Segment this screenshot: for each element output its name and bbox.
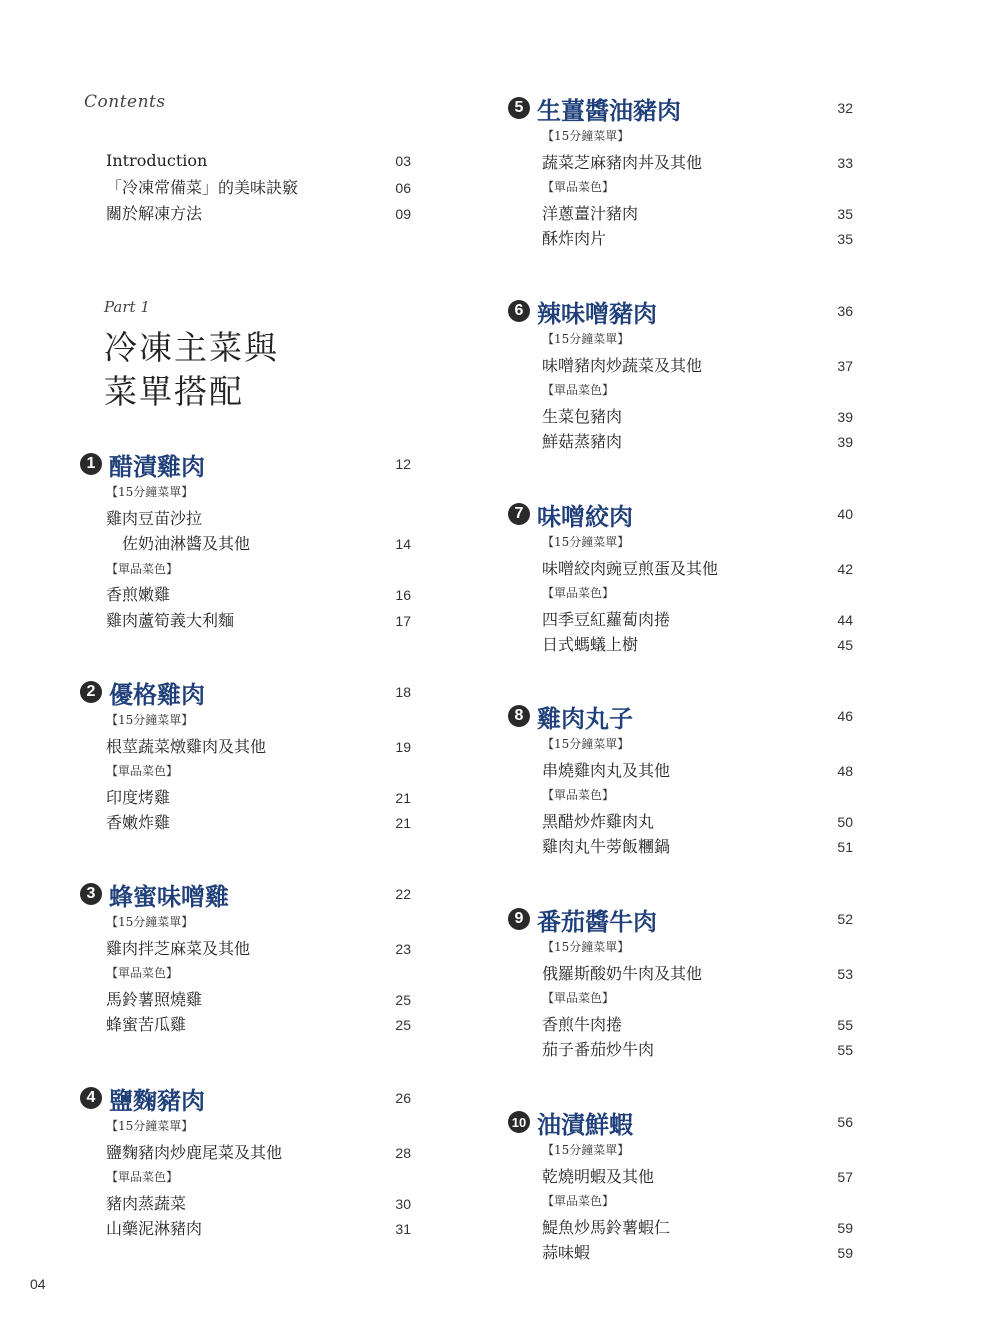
- single-dish-page: 39: [837, 434, 853, 450]
- single-dish-label-text: 酥炸肉片: [542, 229, 607, 248]
- section-page: 36: [837, 303, 853, 319]
- menu-item-page: 23: [395, 940, 411, 957]
- single-dish-label: 【單品菜色】: [106, 561, 179, 576]
- single-dish-label-text: 蜂蜜苦瓜雞: [106, 1015, 187, 1034]
- single-dish-label-text: 印度烤雞: [106, 787, 171, 807]
- section-page: 12: [395, 456, 411, 472]
- single-dish-page: 35: [837, 231, 853, 247]
- section-page: 18: [395, 684, 411, 700]
- toc-entry-page: 03: [395, 153, 411, 169]
- single-dish-item[interactable]: [106, 810, 411, 836]
- section-title: 番茄醬牛肉: [537, 907, 657, 936]
- section-number-badge: 7: [508, 503, 530, 525]
- single-dish-page: 55: [837, 1042, 853, 1058]
- single-dish-label-text: 蒜味蝦: [542, 1243, 591, 1262]
- section-title: 優格雞肉: [109, 680, 205, 709]
- single-dish-item[interactable]: [542, 404, 853, 430]
- single-dish-page: 17: [395, 612, 411, 629]
- menu-item[interactable]: [106, 506, 411, 532]
- single-dish-label: 【單品菜色】: [542, 1194, 615, 1208]
- part-label: Part 1: [104, 298, 150, 316]
- single-dish-item[interactable]: [106, 785, 411, 811]
- menu-item-label: 根莖蔬菜燉雞肉及其他: [106, 736, 267, 756]
- single-dish-label-text: 山藥泥淋豬肉: [106, 1219, 203, 1238]
- single-dish-item[interactable]: [542, 1037, 853, 1063]
- single-dish-item[interactable]: [106, 582, 411, 608]
- single-dish-page: 31: [395, 1221, 411, 1237]
- section-heading[interactable]: [508, 1106, 853, 1138]
- section-heading[interactable]: [80, 1082, 411, 1114]
- toc-entry-page: 06: [395, 179, 411, 196]
- single-dish-item[interactable]: [106, 987, 411, 1013]
- section-number-badge: 4: [80, 1087, 102, 1109]
- section-title: 醋漬雞肉: [109, 452, 205, 481]
- recipe-section: [80, 676, 411, 836]
- single-dish-label-text: 雞肉丸牛蒡飯糰鍋: [542, 837, 671, 856]
- menu-item-page: 37: [837, 357, 853, 374]
- menu-label: 【15分鐘菜單】: [542, 940, 630, 954]
- single-dish-label: 【單品菜色】: [106, 764, 179, 778]
- single-dish-label: 【單品菜色】: [106, 1170, 179, 1184]
- single-dish-item[interactable]: [106, 1191, 411, 1217]
- menu-item-label: 串燒雞肉丸及其他: [542, 760, 671, 780]
- section-title: 雞肉丸子: [537, 704, 633, 733]
- menu-item-page: 28: [395, 1144, 411, 1161]
- menu-item-page: 14: [395, 536, 411, 552]
- section-number-badge: 3: [80, 883, 102, 905]
- single-dish-label-text: 日式螞蟻上樹: [542, 635, 639, 654]
- menu-item[interactable]: [542, 1164, 853, 1190]
- menu-item-label: 雞肉豆苗沙拉: [106, 508, 203, 528]
- menu-label: 【15分鐘菜單】: [542, 129, 630, 143]
- single-dish-item[interactable]: [542, 429, 853, 455]
- single-dish-label-text: 馬鈴薯照燒雞: [106, 989, 203, 1009]
- single-dish-page: 35: [837, 205, 853, 222]
- section-page: 56: [837, 1114, 853, 1130]
- single-dish-item[interactable]: [542, 1215, 853, 1241]
- single-dish-page: 55: [837, 1016, 853, 1033]
- part-title: [104, 326, 279, 414]
- single-dish-label-text: 香嫩炸雞: [106, 813, 171, 832]
- menu-label: 【15分鐘菜單】: [542, 737, 630, 751]
- single-dish-item[interactable]: [542, 607, 853, 633]
- menu-item-label: 鹽麴豬肉炒鹿尾菜及其他: [106, 1142, 283, 1162]
- menu-item-label: 蔬菜芝麻豬肉丼及其他: [542, 152, 703, 172]
- single-dish-item[interactable]: [542, 201, 853, 227]
- section-heading[interactable]: [508, 92, 853, 124]
- single-dish-item[interactable]: [542, 834, 853, 860]
- single-dish-item[interactable]: [542, 809, 853, 835]
- single-dish-label-text: 茄子番茄炒牛肉: [542, 1040, 655, 1059]
- recipe-section: [80, 878, 411, 1038]
- menu-item[interactable]: [106, 734, 411, 760]
- single-dish-label-text: 豬肉蒸蔬菜: [106, 1193, 187, 1213]
- menu-label: 【15分鐘菜單】: [542, 1143, 630, 1157]
- single-dish-label-text: 洋蔥薑汁豬肉: [542, 203, 639, 223]
- section-title: 辣味噌豬肉: [537, 299, 657, 328]
- recipe-section: [508, 92, 853, 252]
- single-dish-item[interactable]: [542, 226, 853, 252]
- single-dish-item[interactable]: [542, 632, 853, 658]
- section-title: 蜂蜜味噌雞: [109, 882, 229, 911]
- menu-item[interactable]: [542, 758, 853, 784]
- section-title: 油漬鮮蝦: [537, 1110, 633, 1139]
- contents-label: Contents: [84, 92, 166, 112]
- toc-entry-label: 關於解凍方法: [106, 204, 203, 223]
- section-heading[interactable]: [80, 448, 411, 480]
- recipe-section: [508, 1106, 853, 1266]
- recipe-section: [508, 498, 853, 658]
- toc-entry[interactable]: [106, 148, 411, 175]
- single-dish-page: 59: [837, 1245, 853, 1261]
- section-number-badge: 1: [80, 453, 102, 475]
- section-number-badge: 2: [80, 681, 102, 703]
- single-dish-label-text: 四季豆紅蘿蔔肉捲: [542, 609, 671, 629]
- toc-entry-label: Introduction: [106, 151, 208, 170]
- single-dish-item[interactable]: [106, 1216, 411, 1242]
- single-dish-label: 【單品菜色】: [106, 966, 179, 980]
- menu-item-page: 42: [837, 560, 853, 577]
- recipe-section: [80, 1082, 411, 1242]
- single-dish-item[interactable]: [106, 1012, 411, 1038]
- section-page: 52: [837, 911, 853, 927]
- single-dish-page: 25: [395, 991, 411, 1008]
- section-heading[interactable]: [80, 676, 411, 708]
- part-title-line: 冷凍主菜與: [104, 328, 279, 367]
- single-dish-label: 【單品菜色】: [542, 383, 615, 397]
- menu-item-label: 味噌豬肉炒蔬菜及其他: [542, 355, 703, 375]
- menu-item-label: 雞肉拌芝麻菜及其他: [106, 938, 251, 958]
- menu-item[interactable]: [106, 531, 411, 557]
- single-dish-page: 50: [837, 813, 853, 830]
- single-dish-label: 【單品菜色】: [542, 586, 615, 600]
- single-dish-item[interactable]: [106, 608, 411, 634]
- toc-entry[interactable]: [106, 201, 411, 228]
- section-title: 鹽麴豬肉: [109, 1086, 205, 1115]
- single-dish-page: 21: [395, 789, 411, 806]
- menu-item[interactable]: [542, 556, 853, 582]
- section-page: 26: [395, 1090, 411, 1106]
- single-dish-label: 【單品菜色】: [542, 180, 615, 194]
- single-dish-label: 【單品菜色】: [542, 991, 615, 1005]
- page-number: 04: [30, 1276, 46, 1292]
- menu-item-label: 乾燒明蝦及其他: [542, 1166, 655, 1186]
- menu-item[interactable]: [106, 1140, 411, 1166]
- section-number-badge: 9: [508, 908, 530, 930]
- menu-label: 【15分鐘菜單】: [106, 915, 194, 929]
- toc-entry[interactable]: [106, 175, 411, 202]
- menu-item-page: 53: [837, 965, 853, 982]
- single-dish-label: 【單品菜色】: [542, 788, 615, 802]
- single-dish-page: 30: [395, 1195, 411, 1212]
- menu-item-page: 48: [837, 762, 853, 779]
- single-dish-page: 44: [837, 611, 853, 628]
- single-dish-page: 51: [837, 839, 853, 855]
- section-heading[interactable]: [80, 878, 411, 910]
- single-dish-page: 59: [837, 1219, 853, 1236]
- recipe-section: [508, 903, 853, 1063]
- section-number-badge: 6: [508, 300, 530, 322]
- section-heading[interactable]: [508, 498, 853, 530]
- single-dish-label-text: 鮮菇蒸豬肉: [542, 432, 623, 451]
- menu-label: 【15分鐘菜單】: [542, 535, 630, 549]
- single-dish-label-text: 雞肉蘆筍義大利麵: [106, 610, 235, 630]
- single-dish-item[interactable]: [542, 1012, 853, 1038]
- single-dish-page: 25: [395, 1017, 411, 1033]
- section-heading[interactable]: [508, 700, 853, 732]
- menu-label: 【15分鐘菜單】: [106, 485, 194, 499]
- single-dish-label-text: 香煎牛肉捲: [542, 1014, 623, 1034]
- intro-list: [106, 148, 411, 228]
- section-page: 46: [837, 708, 853, 724]
- single-dish-page: 45: [837, 637, 853, 653]
- menu-item-label: 味噌絞肉豌豆煎蛋及其他: [542, 558, 719, 578]
- menu-item-page: 33: [837, 154, 853, 171]
- section-heading[interactable]: [508, 295, 853, 327]
- menu-label: 【15分鐘菜單】: [106, 713, 194, 727]
- single-dish-page: 21: [395, 815, 411, 831]
- section-number-badge: 5: [508, 97, 530, 119]
- menu-item-page: 19: [395, 738, 411, 755]
- part-title-line: 菜單搭配: [104, 372, 244, 411]
- menu-item[interactable]: [542, 353, 853, 379]
- menu-label: 【15分鐘菜單】: [106, 1119, 194, 1133]
- section-number-badge: 8: [508, 705, 530, 727]
- single-dish-label-text: 鯷魚炒馬鈴薯蝦仁: [542, 1217, 671, 1237]
- recipe-section: [508, 295, 853, 455]
- section-page: 32: [837, 100, 853, 116]
- section-page: 22: [395, 886, 411, 902]
- single-dish-page: 16: [395, 587, 411, 603]
- menu-item-label: 俄羅斯酸奶牛肉及其他: [542, 963, 703, 983]
- section-title: 生薑醬油豬肉: [537, 96, 681, 125]
- menu-item-label: 佐奶油淋醬及其他: [122, 534, 251, 553]
- single-dish-label-text: 香煎嫩雞: [106, 585, 171, 604]
- recipe-section: [508, 700, 853, 860]
- section-title: 味噌絞肉: [537, 502, 633, 531]
- single-dish-page: 39: [837, 408, 853, 425]
- menu-item[interactable]: [542, 150, 853, 176]
- menu-item[interactable]: [106, 936, 411, 962]
- single-dish-label-text: 黑醋炒炸雞肉丸: [542, 811, 655, 831]
- toc-entry-page: 09: [395, 206, 411, 222]
- menu-item-page: 57: [837, 1168, 853, 1185]
- section-heading[interactable]: [508, 903, 853, 935]
- section-page: 40: [837, 506, 853, 522]
- section-number-badge: 10: [508, 1111, 530, 1133]
- single-dish-item[interactable]: [542, 1240, 853, 1266]
- menu-item[interactable]: [542, 961, 853, 987]
- menu-label: 【15分鐘菜單】: [542, 332, 630, 346]
- toc-entry-label: 「冷凍常備菜」的美味訣竅: [106, 177, 299, 197]
- single-dish-label-text: 生菜包豬肉: [542, 406, 623, 426]
- recipe-section: [80, 448, 411, 633]
